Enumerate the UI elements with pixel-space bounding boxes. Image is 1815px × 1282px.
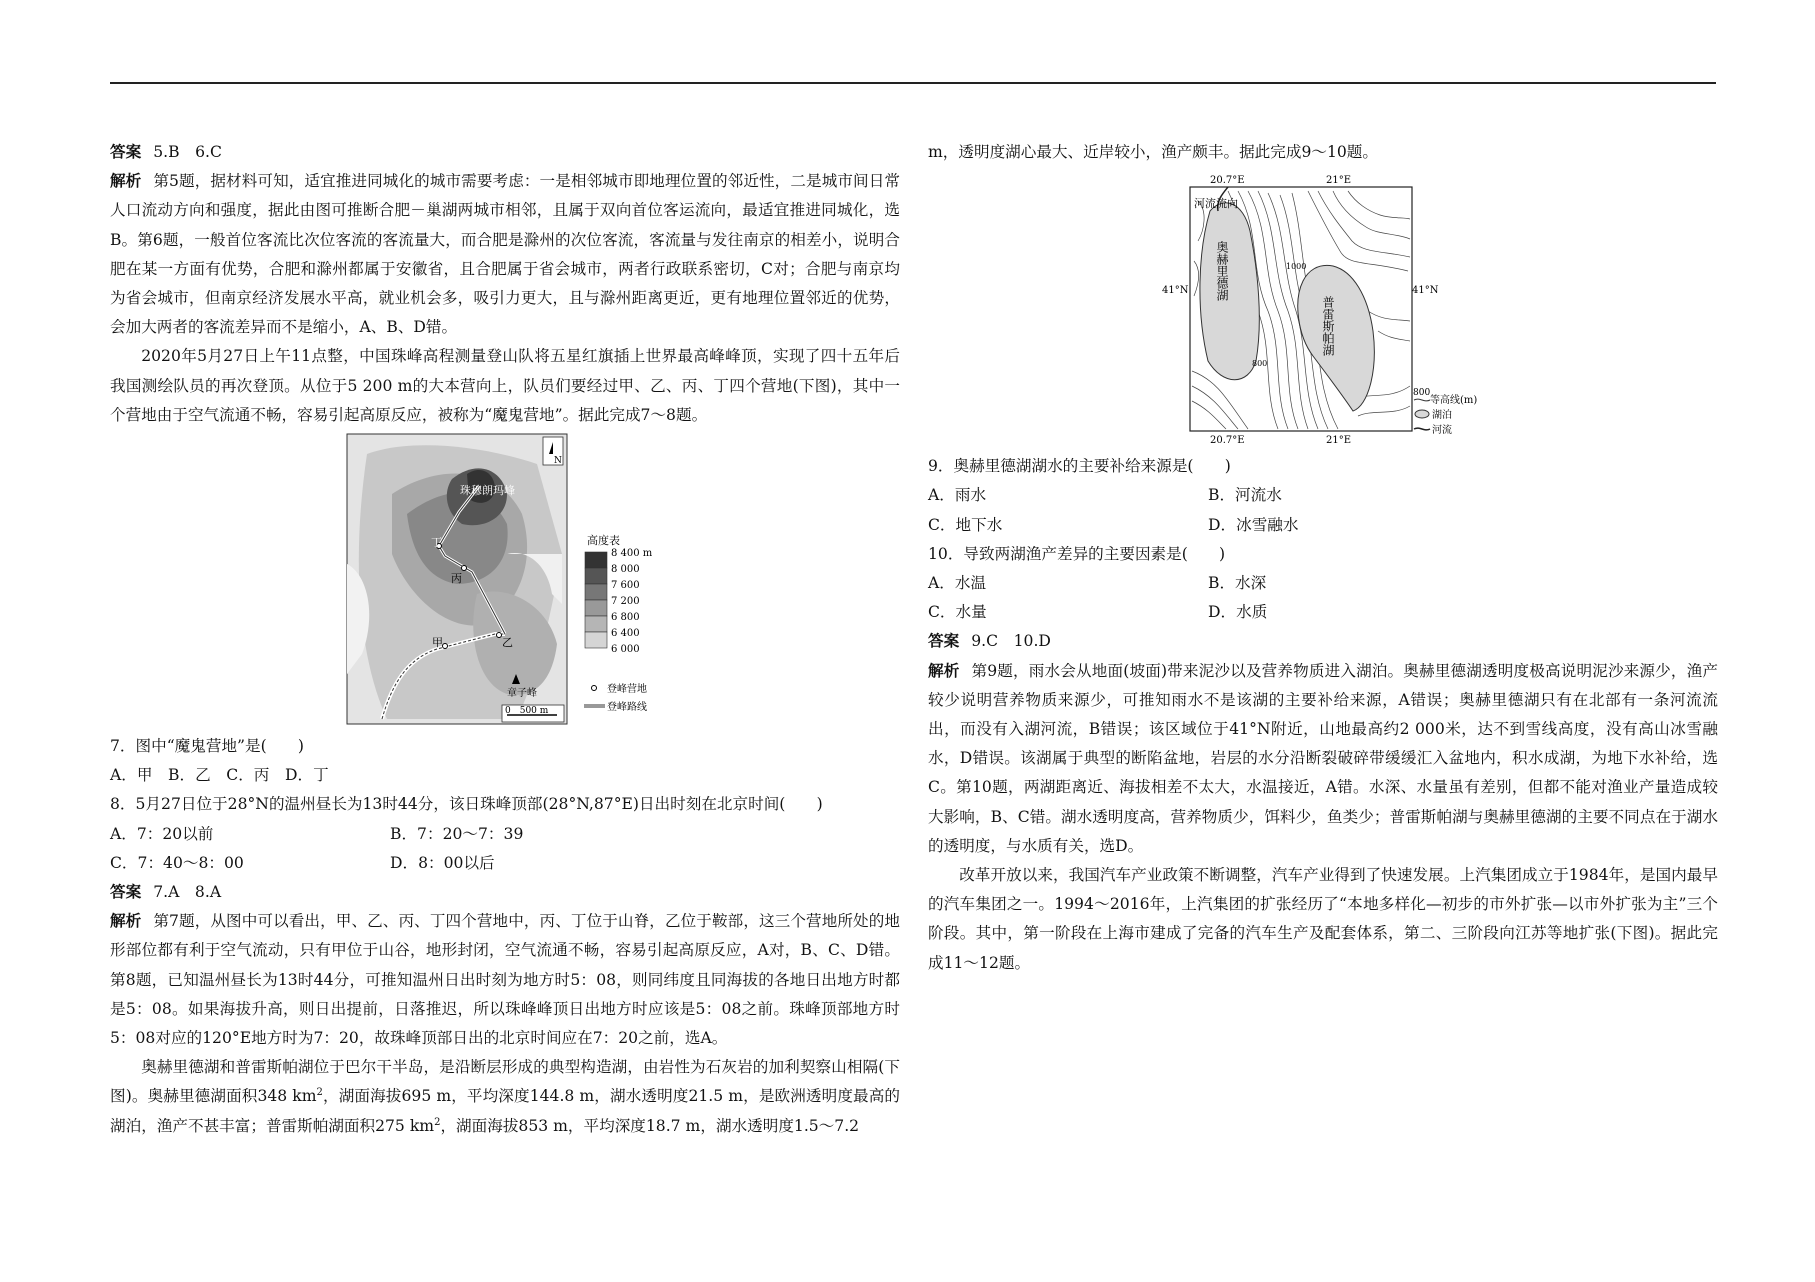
- svg-text:20.7°E: 20.7°E: [1210, 175, 1245, 187]
- question-7-options: A．甲 B．乙 C．丙 D．丁: [110, 766, 329, 785]
- camp-yi: 乙: [502, 636, 513, 650]
- ohrid-lake-label: 奥赫里德湖: [1215, 241, 1229, 302]
- question-10: 10．导致两湖渔产差异的主要因素是( ): [928, 544, 1226, 563]
- lakes-map-figure: [1162, 171, 1488, 447]
- answer-7-8: 答案 7.A 8.A: [110, 883, 222, 902]
- question-9-options-row1: A．雨水 B．河流水: [928, 486, 1282, 505]
- question-7: 7．图中“魔鬼营地”是( ): [110, 737, 304, 756]
- question-10-options-row1: A．水温 B．水深: [928, 574, 1267, 593]
- lakes-map: [1162, 171, 1488, 447]
- scale-label: 0 500 m: [505, 706, 549, 717]
- analysis-9-10: 解析 第9题，雨水会从地面(坡面)带来泥沙以及营养物质进入湖泊。奥赫里德湖透明度极高说明泥沙来源少，渔产较少说明营养物质来源少，可推知雨水不是该湖的主要补给来源，A错误；奥赫里德湖只有在北部有一条河流流出，而没有入湖河流，B错误；该区域位于41°N附近，山地最高约2 000米，达不到雪线高度，没有高山冰雪融水，D错误。该湖属于典型的断陷盆地，岩层的水分沿断裂破碎带缓缓汇入盆地内，积水成湖，为地下水补给，选C。第10题，两湖距离近、海拔相差不太大，水温接近，A错。水深、水量虽有差别，但都不能对渔业产量造成较大影响，B、C错。湖水透明度高，营养物质少，饵料少，鱼类少；普雷斯帕湖与奥赫里德湖的主要不同点在于湖水的透明度，与水质有关，选D。: [928, 661, 1718, 855]
- elevation-legend: [585, 552, 607, 648]
- svg-text:7 200: 7 200: [611, 596, 640, 608]
- prespa-lake-label: 普雷斯帕湖: [1321, 296, 1335, 357]
- camp-ding: 丁: [431, 536, 442, 550]
- svg-text:1000: 1000: [1286, 262, 1307, 272]
- intro-7-8: 2020年5月27日上午11点整，中国珠峰高程测量登山队将五星红旗插上世界最高峰峰顶，实现了四十五年后我国测绘队员的再次登顶。从位于5 200 m的大本营向上，队员们要经过甲、乙、丙、丁四个营地(下图)，其中一个营地由于空气流通不畅，容易引起高原反应，被称为“魔鬼营地”。据此完成7～8题。: [110, 347, 900, 424]
- svg-text:河流: 河流: [1432, 425, 1452, 437]
- answer-5-6: 答案 5.B 6.C: [110, 143, 222, 161]
- svg-text:41°N: 41°N: [1162, 285, 1189, 297]
- intro-11-12: 改革开放以来，我国汽车产业政策不断调整，汽车产业得到了快速发展。上汽集团成立于1984年，是国内最早的汽车集团之一。1994～2016年，上汽集团的扩张经历了“本地多样化—初步的市外扩张—以市外扩张为主”三个阶段。其中，第一阶段在上海市建成了完备的汽车生产及配套体系，第二、三阶段向江苏等地扩张(下图)。据此完成11～12题。: [928, 866, 1718, 972]
- intro-9-10: 奥赫里德湖和普雷斯帕湖位于巴尔干半岛，是沿断层形成的典型构造湖，由岩性为石灰岩的加利契察山相隔(下图)。奥赫里德湖面积348 $km^2$，湖面海拔695 m，平均深度144.8 m，湖水透明度21.5 m，是欧洲透明度最高的湖泊，渔产不甚丰富；普雷斯帕湖面积275 $km^2$，湖面海拔853 m，平均深度18.7 m，湖水透明度1.5～7.2: [110, 1058, 901, 1135]
- svg-text:41°N: 41°N: [1412, 285, 1439, 297]
- everest-map-figure: [347, 434, 699, 726]
- svg-text:6 400: 6 400: [611, 628, 640, 640]
- header-rule: [110, 82, 1716, 84]
- svg-text:登峰营地: 登峰营地: [607, 684, 647, 696]
- svg-text:800: 800: [1252, 359, 1268, 369]
- analysis-7-8: 解析 第7题，从图中可以看出，甲、乙、丙、丁四个营地中，丙、丁位于山脊，乙位于鞍部，这三个营地所处的地形部位都有利于空气流动，只有甲位于山谷，地形封闭，空气流通不畅，容易引起高原反应，A对，B、C、D错。第8题，已知温州昼长为13时44分，可推知温州日出时刻为地方时5：08，则同纬度且同海拔的各地日出地方时都是5：08。如果海拔升高，则日出提前，日落推迟，所以珠峰峰顶日出地方时应该是5：08之前。珠峰顶部地方时5：08对应的120°E地方时为7：20，故珠峰顶部日出的北京时间应在7：20之前，选A。: [110, 912, 900, 1048]
- answer-9-10: 答案 9.C 10.D: [928, 632, 1051, 651]
- svg-text:6 000: 6 000: [611, 644, 640, 656]
- camp-legend-dot: [592, 686, 597, 691]
- question-10-options-row2: C．水量 D．水质: [928, 603, 1268, 622]
- question-8-options-row1: A．7：20以前 B．7：20～7：39: [110, 824, 524, 843]
- contour-legend-icon: [1414, 399, 1430, 401]
- second-peak-label: 章子峰: [507, 688, 537, 700]
- intro-9-10-continued: m，透明度湖心最大、近岸较小，渔产颇丰。据此完成9～10题。: [928, 143, 1378, 161]
- analysis-5-6: 解析 第5题，据材料可知，适宜推进同城化的城市需要考虑：一是相邻城市即地理位置的邻近性，二是城市间日常人口流动方向和强度，据此由图可推断合肥－巢湖两城市相邻，且属于双向首位客运流向，最适宜推进同城化，选B。第6题，一般首位客流比次位客流的客流量大，而合肥是滁州的次位客流，客流量与发往南京的相差小，说明合肥在某一方面有优势，合肥和滁州都属于安徽省，且合肥属于省会城市，两者行政联系密切，C对；合肥与南京均为省会城市，但南京经济发展水平高，就业机会多，吸引力更大，且与滁州距离更近，更有地理位置邻近的优势，会加大两者的客流差异而不是缩小，A、B、D错。: [110, 172, 900, 337]
- svg-text:湖泊: 湖泊: [1432, 410, 1452, 422]
- svg-text:8 000: 8 000: [611, 564, 640, 576]
- everest-map: [347, 434, 699, 726]
- svg-text:20.7°E: 20.7°E: [1210, 435, 1245, 447]
- svg-text:6 800: 6 800: [611, 612, 640, 624]
- svg-text:等高线(m): 等高线(m): [1430, 395, 1478, 407]
- question-8: 8．5月27日位于28°N的温州昼长为13时44分，该日珠峰顶部(28°N,87°E)日出时刻在北京时间( ): [110, 795, 823, 814]
- question-9: 9．奥赫里德湖湖水的主要补给来源是( ): [928, 457, 1231, 476]
- camp-jia: 甲: [432, 636, 443, 650]
- question-9-options-row2: C．地下水 D．冰雪融水: [928, 515, 1299, 534]
- camp-bing: 丙: [451, 572, 462, 586]
- svg-text:8 400 m: 8 400 m: [611, 548, 653, 560]
- right-column: [928, 138, 1718, 978]
- svg-text:800: 800: [1413, 388, 1431, 399]
- svg-text:登峰路线: 登峰路线: [607, 702, 647, 714]
- north-label: N: [554, 456, 562, 467]
- lake-legend-icon: [1415, 410, 1429, 418]
- svg-text:21°E: 21°E: [1326, 435, 1352, 447]
- legend-title: 高度表: [587, 534, 620, 548]
- left-column: [110, 138, 900, 1141]
- peak-label: 珠穆朗玛峰: [460, 484, 515, 498]
- river-direction-label: 河流流向: [1194, 197, 1238, 211]
- question-8-options-row2: C．7：40～8：00 D．8：00以后: [110, 853, 495, 872]
- svg-text:7 600: 7 600: [611, 580, 640, 592]
- river-legend-icon: [1414, 428, 1430, 430]
- svg-text:21°E: 21°E: [1326, 175, 1352, 187]
